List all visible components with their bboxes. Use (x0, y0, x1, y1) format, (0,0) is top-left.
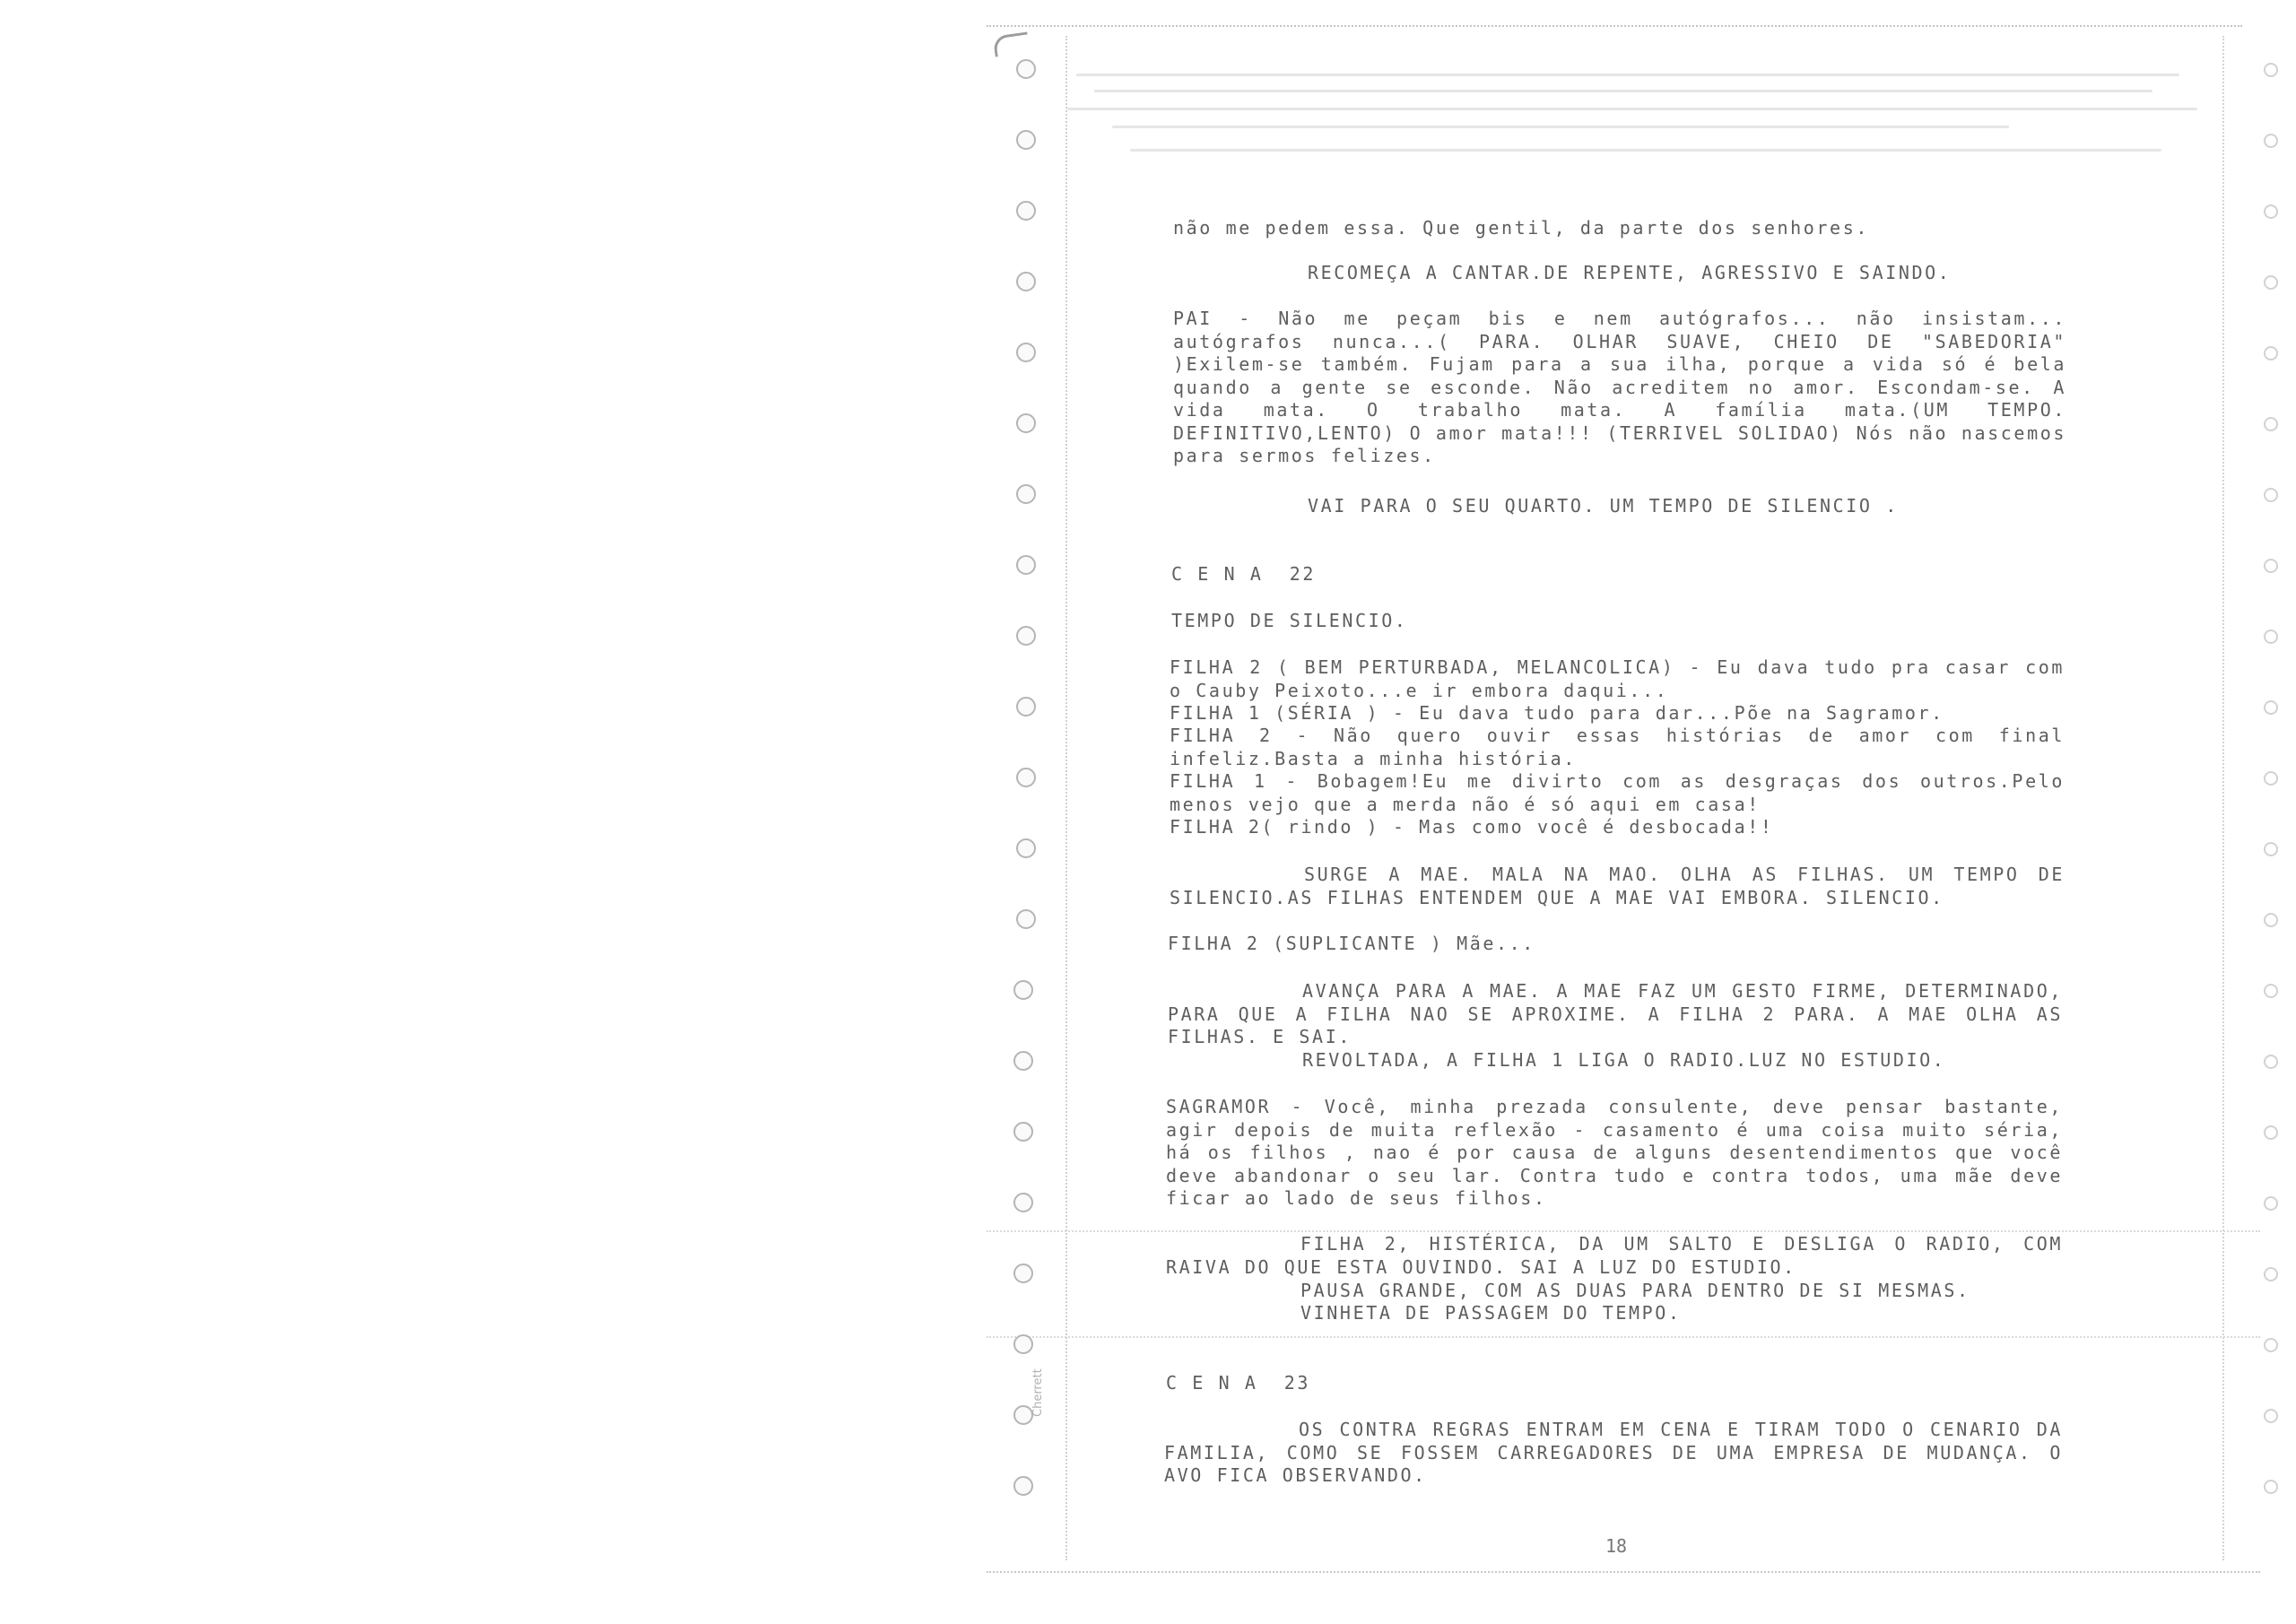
tractor-feed-hole (2264, 417, 2278, 431)
tractor-feed-hole (1016, 201, 1036, 221)
tractor-feed-hole (2264, 1055, 2278, 1069)
tractor-feed-hole (2264, 1196, 2278, 1211)
tractor-feed-hole (1016, 413, 1036, 433)
tractor-feed-hole (2264, 984, 2278, 998)
stage-direction-block: SURGE A MAE. MALA NA MAO. OLHA AS FILHAS. UM TEMPO DE SILENCIO.AS FILHAS ENTENDEM QUE A MAE VAI EMBORA. SILENCIO. (1170, 864, 2065, 908)
dialogue-block: FILHA 1 - Bobagem!Eu me divirto com as desgraças dos outros.Pelo menos vejo que a merda não é só aqui em casa! (1170, 770, 2065, 815)
tractor-feed-hole (2264, 842, 2278, 856)
dialogue-line: não me pedem essa. Que gentil, da parte dos senhores. (1173, 217, 1869, 239)
tractor-feed-hole (1013, 1405, 1033, 1425)
tractor-feed-hole (2264, 771, 2278, 786)
tractor-feed-hole (2264, 63, 2278, 77)
tractor-feed-hole (2264, 1338, 2278, 1352)
fold-perforation (987, 1230, 2260, 1232)
sheet-top-edge (987, 25, 2242, 27)
dialogue-block: SAGRAMOR - Você, minha prezada consulente, deve pensar bastante, agir depois de muita reflexão - casamento é uma coisa muito séria, há os filhos , nao é por causa de alguns desentendimentos que você deve abandonar o seu lar. Contra tudo e contra todos, uma mãe deve ficar ao lado de seus filhos. (1166, 1096, 2063, 1209)
stage-direction: REVOLTADA, A FILHA 1 LIGA O RADIO.LUZ NO ESTUDIO. (1302, 1049, 1946, 1071)
sheet-bottom-edge (987, 1571, 2260, 1573)
tractor-feed-hole (1016, 909, 1036, 929)
left-margin-line (1065, 36, 1067, 1560)
tractor-feed-hole (1016, 768, 1036, 787)
stage-direction: VINHETA DE PASSAGEM DO TEMPO. (1300, 1302, 1682, 1324)
corner-fold-mark (993, 31, 1031, 56)
tractor-feed-hole (2264, 559, 2278, 573)
tractor-feed-hole (2264, 204, 2278, 219)
tractor-feed-hole (2264, 1267, 2278, 1281)
tractor-feed-hole (1013, 1476, 1033, 1496)
tractor-feed-hole (1016, 130, 1036, 150)
tractor-feed-hole (1013, 1334, 1033, 1354)
tractor-feed-hole (2264, 1409, 2278, 1423)
fold-perforation (987, 1336, 2260, 1338)
tractor-feed-hole (2264, 1125, 2278, 1140)
dialogue-block: FILHA 2 ( BEM PERTURBADA, MELANCOLICA) - Eu dava tudo pra casar com o Cauby Peixoto...e ir embora daqui... (1170, 656, 2065, 701)
tractor-feed-hole (1013, 1264, 1033, 1283)
tractor-feed-hole (1013, 980, 1033, 1000)
tractor-feed-hole (2264, 346, 2278, 360)
tractor-feed-hole (1013, 1051, 1033, 1071)
tractor-feed-hole (1013, 1193, 1033, 1212)
tractor-feed-hole (1016, 484, 1036, 504)
dialogue-line: TEMPO DE SILENCIO. (1171, 610, 1408, 631)
tractor-feed-hole (2264, 488, 2278, 502)
dialogue-line: FILHA 2( rindo ) - Mas como você é desbocada!! (1170, 816, 1774, 838)
tractor-feed-hole (2264, 630, 2278, 644)
stage-direction-block: OS CONTRA REGRAS ENTRAM EM CENA E TIRAM TODO O CENARIO DA FAMILIA, COMO SE FOSSEM CARREGADORES DE UMA EMPRESA DE MUDANÇA. O AVO FICA OBSERVANDO. (1164, 1419, 2063, 1486)
tractor-feed-hole (2264, 275, 2278, 290)
scene-heading: C E N A 22 (1171, 563, 1317, 585)
right-margin-line (2222, 36, 2224, 1560)
tractor-feed-hole (2264, 700, 2278, 715)
dialogue-block: PAI - Não me peçam bis e nem autógrafos... não insistam... autógrafos nunca...( PARA. OLHAR SUAVE, CHEIO DE "SABEDORIA" )Exilem-se também. Fujam para a sua ilha, porque a vida só é bela quando a gente se esconde. Não acreditem no amor. Escondam-se. A vida mata. O trabalho mata. A família mata.(UM TEMPO. DEFINITIVO,LENTO) O amor mata!!! (TERRIVEL SOLIDAO) Nós não nascemos para sermos felizes. (1173, 308, 2066, 466)
stage-direction-block: AVANÇA PARA A MAE. A MAE FAZ UM GESTO FIRME, DETERMINADO, PARA QUE A FILHA NAO SE APROXIME. A FILHA 2 PARA. A MAE OLHA AS FILHAS. E SAI. (1168, 980, 2063, 1047)
tractor-feed-hole (1016, 272, 1036, 291)
stage-direction: RECOMEÇA A CANTAR.DE REPENTE, AGRESSIVO E SAINDO. (1308, 262, 1952, 283)
dialogue-line: FILHA 1 (SÉRIA ) - Eu dava tudo para dar...Põe na Sagramor. (1170, 702, 1944, 724)
scene-heading: C E N A 23 (1166, 1372, 1311, 1394)
page-number: 18 (1605, 1535, 1628, 1557)
tractor-feed-hole (2264, 913, 2278, 927)
tractor-feed-hole (1016, 697, 1036, 716)
side-brand-mark: Cherrett (1031, 1368, 1045, 1417)
tractor-feed-hole (1016, 343, 1036, 362)
tractor-feed-hole (1016, 838, 1036, 858)
tractor-feed-hole (2264, 134, 2278, 148)
dialogue-block: FILHA 2 - Não quero ouvir essas histórias de amor com final infeliz.Basta a minha história. (1170, 725, 2065, 769)
tractor-feed-hole (1016, 626, 1036, 646)
tractor-feed-hole (1016, 555, 1036, 575)
tractor-feed-hole (1013, 1122, 1033, 1142)
tractor-feed-hole (1016, 59, 1036, 79)
faded-header-area (1058, 63, 2224, 161)
stage-direction: VAI PARA O SEU QUARTO. UM TEMPO DE SILENCIO . (1308, 495, 1899, 517)
tractor-feed-hole (2264, 1480, 2278, 1494)
dialogue-line: FILHA 2 (SUPLICANTE ) Mãe... (1168, 933, 1535, 954)
stage-direction: PAUSA GRANDE, COM AS DUAS PARA DENTRO DE SI MESMAS. (1300, 1280, 1970, 1301)
stage-direction-block: FILHA 2, HISTÉRICA, DA UM SALTO E DESLIGA O RADIO, COM RAIVA DO QUE ESTA OUVINDO. SAI A LUZ DO ESTUDIO. (1166, 1233, 2063, 1278)
